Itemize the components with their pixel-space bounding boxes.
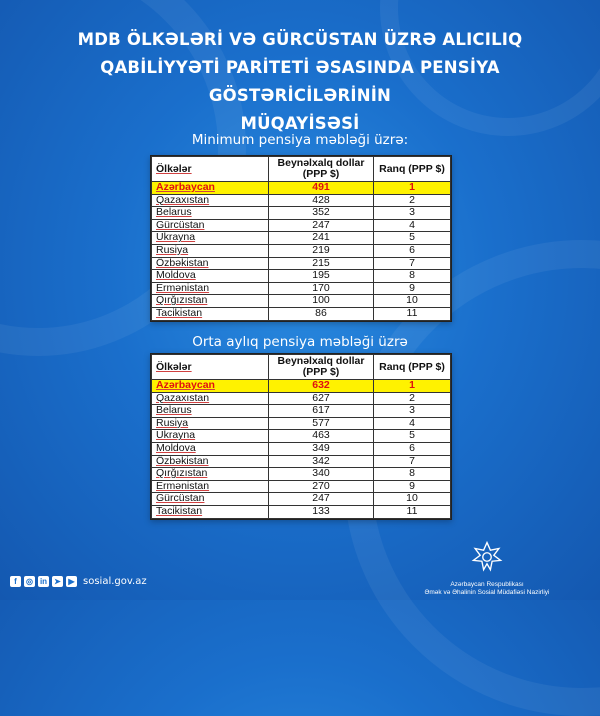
website-link[interactable]: sosial.gov.az (83, 576, 147, 587)
average-pension-table (150, 353, 452, 520)
cell-value: 349 (269, 442, 374, 455)
table-row (152, 194, 451, 207)
table-row (152, 493, 451, 506)
cell-value: 463 (269, 430, 374, 443)
table-row (152, 480, 451, 493)
cell-value: 428 (269, 194, 374, 207)
cell-value: 133 (269, 505, 374, 518)
facebook-icon[interactable]: f (10, 576, 21, 587)
cell-rank: 11 (374, 505, 451, 518)
table-row (152, 442, 451, 455)
cell-rank: 4 (374, 417, 451, 430)
cell-country: Gürcüstan (152, 219, 269, 232)
cell-country: Azərbaycan (152, 380, 269, 393)
cell-value: 340 (269, 468, 374, 481)
table-row (152, 430, 451, 443)
cell-country: Gürcüstan (152, 493, 269, 506)
cell-rank: 8 (374, 270, 451, 283)
cell-country: Qazaxıstan (152, 392, 269, 405)
title-line-3: MÜQAYİSƏSİ (240, 114, 360, 133)
title-line-1: MDB ÖLKƏLƏRİ VƏ GÜRCÜSTAN ÜZRƏ ALICILIQ (77, 30, 523, 49)
cell-rank: 3 (374, 405, 451, 418)
cell-value: 195 (269, 270, 374, 283)
cell-country: Belarus (152, 405, 269, 418)
cell-rank: 8 (374, 468, 451, 481)
cell-value: 342 (269, 455, 374, 468)
telegram-icon[interactable]: ➤ (52, 576, 63, 587)
cell-value: 241 (269, 232, 374, 245)
table2-subtitle: Orta aylıq pensiya məbləği üzrə (192, 334, 408, 350)
cell-country: Moldova (152, 442, 269, 455)
cell-country: Tacikistan (152, 505, 269, 518)
table-row (152, 282, 451, 295)
table-row (152, 244, 451, 257)
cell-rank: 9 (374, 480, 451, 493)
table-row (152, 505, 451, 518)
cell-value: 215 (269, 257, 374, 270)
cell-country: Ermənistan (152, 282, 269, 295)
header-value: Beynəlxalq dollar (PPP $) (269, 157, 374, 182)
org-name-line1: Azərbaycan Respublikası (450, 581, 524, 588)
cell-rank: 3 (374, 207, 451, 220)
table-row (152, 270, 451, 283)
cell-country: Özbəkistan (152, 455, 269, 468)
cell-rank: 2 (374, 392, 451, 405)
cell-country: Rusiya (152, 417, 269, 430)
ministry-logo-block (392, 540, 582, 597)
cell-value: 632 (269, 380, 374, 393)
cell-value: 491 (269, 182, 374, 195)
cell-value: 100 (269, 295, 374, 308)
org-name-line2: Əmək və Əhalinin Sosial Müdafiəsi Nazirliyi (424, 589, 550, 596)
minimum-pension-table (150, 155, 452, 322)
cell-value: 219 (269, 244, 374, 257)
cell-rank: 10 (374, 493, 451, 506)
title-line-2: QABİLİYYƏTİ PARİTETİ ƏSASINDA PENSİYA GÖSTƏRİCİLƏRİNİN (100, 58, 500, 105)
cell-rank: 5 (374, 232, 451, 245)
cell-rank: 1 (374, 380, 451, 393)
table-row (152, 392, 451, 405)
cell-rank: 10 (374, 295, 451, 308)
cell-rank: 1 (374, 182, 451, 195)
table-row (152, 405, 451, 418)
table-row (152, 468, 451, 481)
cell-country: Tacikistan (152, 307, 269, 320)
page-title (40, 26, 560, 138)
table-row (152, 232, 451, 245)
cell-rank: 7 (374, 455, 451, 468)
cell-country: Qırğızıstan (152, 468, 269, 481)
table-row (152, 417, 451, 430)
cell-value: 617 (269, 405, 374, 418)
table-row (152, 182, 451, 195)
cell-rank: 9 (374, 282, 451, 295)
cell-value: 270 (269, 480, 374, 493)
cell-country: Ermənistan (152, 480, 269, 493)
cell-country: Belarus (152, 207, 269, 220)
cell-country: Ukrayna (152, 232, 269, 245)
cell-country: Özbəkistan (152, 257, 269, 270)
social-footer (10, 576, 147, 587)
cell-country: Moldova (152, 270, 269, 283)
cell-value: 352 (269, 207, 374, 220)
cell-value: 577 (269, 417, 374, 430)
cell-rank: 6 (374, 244, 451, 257)
cell-country: Qırğızıstan (152, 295, 269, 308)
table-row (152, 295, 451, 308)
cell-rank: 5 (374, 430, 451, 443)
cell-rank: 2 (374, 194, 451, 207)
table-row (152, 455, 451, 468)
cell-country: Azərbaycan (152, 182, 269, 195)
header-value: Beynəlxalq dollar (PPP $) (269, 355, 374, 380)
cell-rank: 11 (374, 307, 451, 320)
cell-value: 247 (269, 219, 374, 232)
header-country: Ölkələr (152, 157, 269, 182)
cell-country: Qazaxıstan (152, 194, 269, 207)
table1-subtitle: Minimum pensiya məbləği üzrə: (191, 132, 409, 148)
header-rank: Ranq (PPP $) (374, 355, 451, 380)
cell-value: 170 (269, 282, 374, 295)
cell-country: Ukrayna (152, 430, 269, 443)
cell-country: Rusiya (152, 244, 269, 257)
cell-rank: 7 (374, 257, 451, 270)
header-rank: Ranq (PPP $) (374, 157, 451, 182)
linkedin-icon[interactable]: in (39, 577, 48, 586)
table-row (152, 257, 451, 270)
table-row (152, 207, 451, 220)
cell-value: 247 (269, 493, 374, 506)
instagram-icon[interactable]: ◎ (24, 576, 35, 587)
cell-rank: 6 (374, 442, 451, 455)
table-row (152, 219, 451, 232)
table-row (152, 307, 451, 320)
table-row (152, 380, 451, 393)
cell-rank: 4 (374, 219, 451, 232)
cell-value: 627 (269, 392, 374, 405)
ministry-emblem-icon (470, 540, 504, 574)
header-country: Ölkələr (152, 355, 269, 380)
cell-value: 86 (269, 307, 374, 320)
youtube-icon[interactable]: ▶ (66, 576, 77, 587)
